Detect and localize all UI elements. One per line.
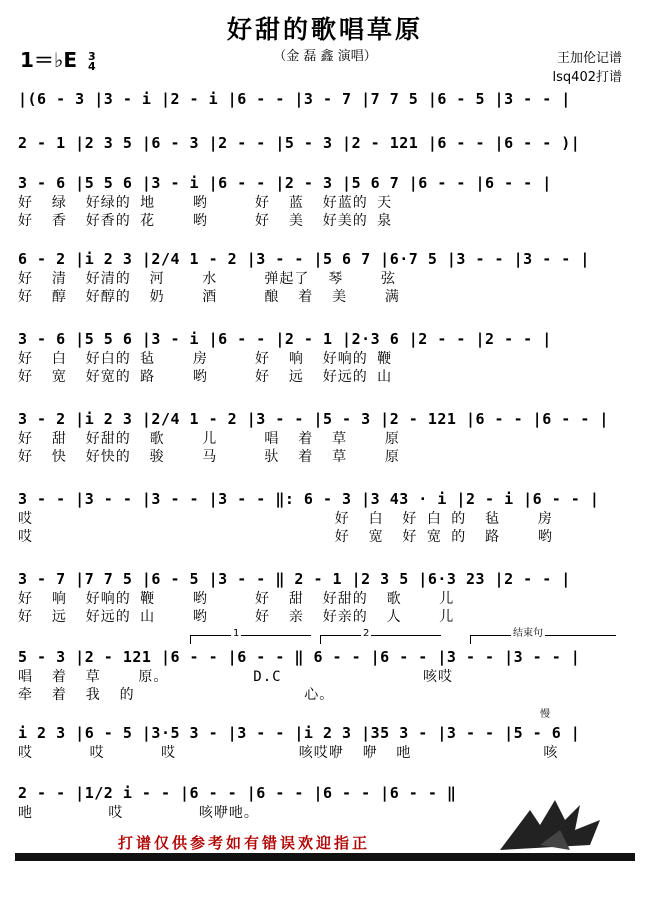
notes-line: 3 - 6 |5 5 6 |3 - i |6 - - |2 - 3 |5 6 7 |6 - - |6 - - | xyxy=(18,174,552,192)
notes-line: 5 - 3 |2 - 121 |6 - - |6 - - ‖ 6 - - |6 - - |3 - - |3 - - | xyxy=(18,648,581,666)
notes-line: i 2 3 |6 - 5 |3·5 3 - |3 - - |i 2 3 |35 3 - |3 - - |5 - 6 | xyxy=(18,724,581,742)
lyric-line-1: 唱 着 草 原。 D.C 咳哎 xyxy=(18,669,454,685)
notes-line: 3 - 7 |7 7 5 |6 - 5 |3 - - ‖ 2 - 1 |2 3 5 |6·3 23 |2 - - | xyxy=(18,570,571,588)
score-row-7 xyxy=(18,488,630,546)
lyric-line-2: 好 宽 好宽的 路 哟 好 远 好远的 山 xyxy=(18,369,393,385)
time-top: 3 xyxy=(87,49,96,63)
time-signature xyxy=(87,49,96,73)
key-signature xyxy=(20,44,96,73)
performer-subtitle: （金 磊 鑫 演唱） xyxy=(273,49,377,64)
notes-line: |(6 - 3 |3 - i |2 - i |6 - - |3 - 7 |7 7 5 |6 - 5 |3 - - | xyxy=(18,90,571,108)
score-row-3 xyxy=(18,172,630,230)
notes-line: 2 - - |1/2 i - - |6 - - |6 - - |6 - - |6 - - ‖ xyxy=(18,784,457,802)
score-row-5 xyxy=(18,328,630,386)
notes-line: 3 - - |3 - - |3 - - |3 - - ‖: 6 - 3 |3 43 · i |2 - i |6 - - | xyxy=(18,490,600,508)
volta-ending: 结束句 xyxy=(470,635,616,644)
score-row-4 xyxy=(18,248,630,306)
dancer-silhouette-logo xyxy=(480,790,630,860)
lyric-line-1: 好 白 好白的 毡 房 好 响 好响的 鞭 xyxy=(18,351,393,367)
notes-line: 2 - 1 |2 3 5 |6 - 3 |2 - - |5 - 3 |2 - 121 |6 - - |6 - - )| xyxy=(18,134,581,152)
volta-2: 2 xyxy=(320,635,441,644)
score-row-10 xyxy=(18,722,630,762)
time-bottom: 4 xyxy=(87,59,96,73)
footer-bar xyxy=(15,853,635,861)
footer-disclaimer: 打谱仅供参考如有错误欢迎指正 xyxy=(118,834,371,852)
score-row-8 xyxy=(18,568,630,626)
lyric-line-1: 哎 好 白 好 白 的 毡 房 xyxy=(18,511,553,527)
lyric-line-1: 哎 哎 哎 咳哎咿 咿 吔 咳 xyxy=(18,745,559,761)
score-row-6 xyxy=(18,408,630,466)
lyric-line-2: 好 醇 好醇的 奶 酒 酿 着 美 满 xyxy=(18,289,400,305)
notes-line: 3 - 2 |i 2 3 |2/4 1 - 2 |3 - - |5 - 3 |2 - 121 |6 - - |6 - - | xyxy=(18,410,609,428)
lyric-line-2: 好 远 好远的 山 哟 好 亲 好亲的 人 儿 xyxy=(18,609,455,625)
transcriber-credit: 王加伦记谱 xyxy=(556,51,622,66)
lyric-line-1: 好 绿 好绿的 地 哟 好 蓝 好蓝的 天 xyxy=(18,195,393,211)
notes-line: 6 - 2 |i 2 3 |2/4 1 - 2 |3 - - |5 6 7 |6·7 5 |3 - - |3 - - | xyxy=(18,250,590,268)
score-row-1 xyxy=(18,88,630,110)
volta-1: 1 xyxy=(190,635,311,644)
score-row-9 xyxy=(18,646,630,704)
lyric-line-2: 哎 好 宽 好 宽 的 路 哟 xyxy=(18,529,553,545)
lyric-line-1: 好 清 好清的 河 水 弹起了 琴 弦 xyxy=(18,271,397,287)
score-row-2 xyxy=(18,132,630,154)
lyric-line-1: 好 甜 好甜的 歌 儿 唱 着 草 原 xyxy=(18,431,400,447)
song-title: 好甜的歌唱草原 xyxy=(226,15,423,44)
lyric-line-2: 好 香 好香的 花 哟 好 美 好美的 泉 xyxy=(18,213,393,229)
key-label: 1＝♭E xyxy=(20,48,78,72)
lyric-line-1: 吔 哎 咳咿吔。 xyxy=(18,805,259,821)
lyric-line-1: 好 响 好响的 鞭 哟 好 甜 好甜的 歌 儿 xyxy=(18,591,455,607)
notes-line: 3 - 6 |5 5 6 |3 - i |6 - - |2 - 1 |2·3 6 |2 - - |2 - - | xyxy=(18,330,552,348)
tempo-marking: 慢 xyxy=(540,709,550,720)
lyric-line-2: 好 快 好快的 骏 马 驮 着 草 原 xyxy=(18,449,400,465)
lyric-line-2: 牵 着 我 的 心。 xyxy=(18,687,335,703)
typesetter-credit: lsq402打谱 xyxy=(552,70,622,85)
